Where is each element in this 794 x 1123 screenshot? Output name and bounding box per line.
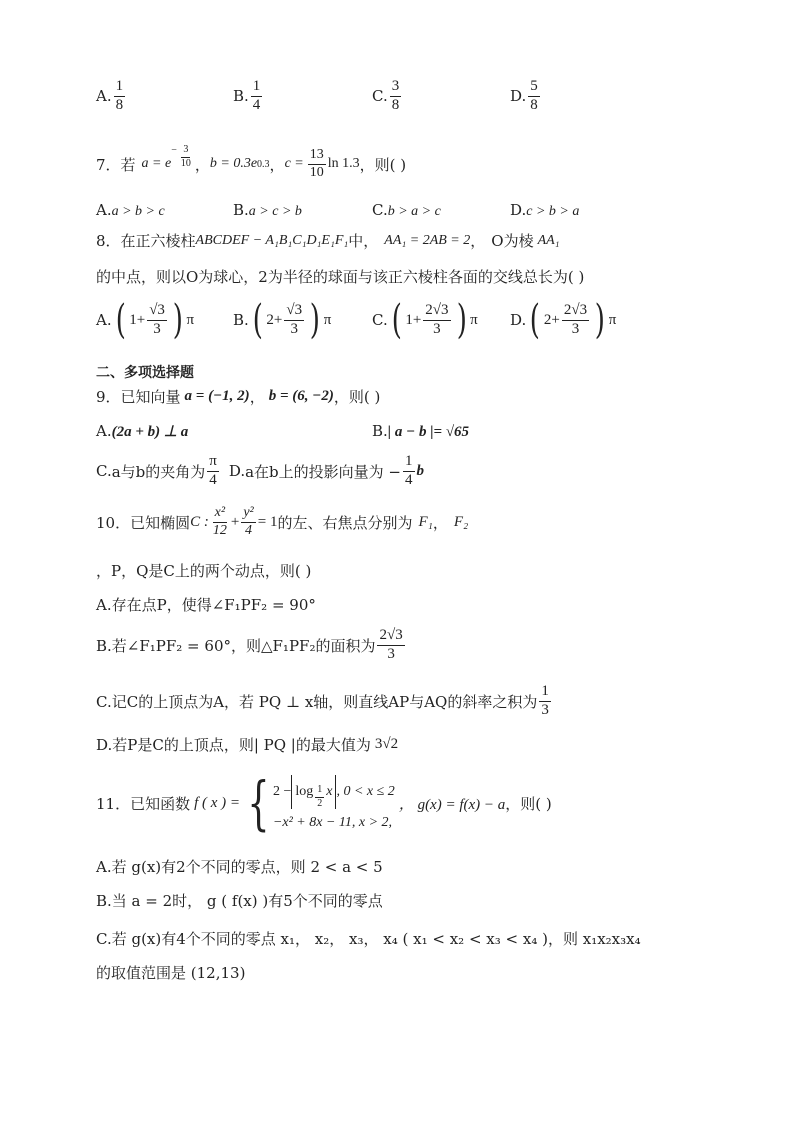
q9-option-d: D. a在b上的投影向量为 − $\frac{1}{4}$ b xyxy=(228,453,424,488)
q8-option-b: B. ( 2+ $\frac{√3}{3}$ ) π xyxy=(233,297,332,343)
q10-option-a: A.存在点P，使得∠F₁PF₂ = 90° xyxy=(96,596,316,614)
q6-option-a: A. $\frac{1}{8}$ xyxy=(96,77,124,113)
q11-option-c-line1: C.若 g(x)有4个不同的零点 x₁， x₂， x₃， x₄ ( x₁ < x₂ < x₃ < x₄ )，则 x₁x₂x₃x₄ xyxy=(96,930,641,948)
q7-option-c: C.b > a > c xyxy=(372,200,441,219)
q8-stem-line2: 的中点，则以O为球心，2为半径的球面与该正六棱柱各面的交线总长为( ) xyxy=(96,268,585,286)
q10-stem-line2: ，P，Q是C上的两个动点，则( ) xyxy=(96,562,312,580)
q10-option-c: C.记C的上顶点为A，若 PQ ⊥ x轴，则直线AP与AQ的斜率之积为 $\frac{1}{3}$ xyxy=(96,683,549,718)
q11-option-a: A.若 g(x)有2个不同的零点，则 2 < a < 5 xyxy=(96,858,383,876)
section-title: 二、多项选择题 xyxy=(96,365,194,381)
q6-option-d: D. $\frac{5}{8}$ xyxy=(510,77,538,113)
q8-option-d: D. ( 2+ $\frac{2√3}{3}$ ) π xyxy=(510,297,617,343)
q8-options xyxy=(96,296,696,344)
q6-option-b: B. $\frac{1}{4}$ xyxy=(233,77,261,113)
q7-stem: 7．若 a = e − $\frac{3}{10}$ ， b = 0.3e 0.3 ， c = $\frac{13}{10}$ ln 1.3 ，则( ) xyxy=(96,144,407,180)
q7-options xyxy=(96,200,696,220)
q11-piecewise: 2 − log $\frac{1}{2}$ x , 0 < x ≤ 2 −x² + 8x − 11, x > 2, xyxy=(273,775,395,831)
q9-stem: 9．已知向量 a = (−1, 2) ， b = (6, −2) ，则( ) xyxy=(96,388,381,406)
q10-option-b: B.若∠F₁PF₂ = 60°，则△F₁PF₂的面积为 $\frac{2√3}{3}$ xyxy=(96,627,403,662)
q6-option-c: C. $\frac{3}{8}$ xyxy=(372,77,400,113)
q8-stem-line1: 8．在正六棱柱 ABCDEF − A₁B₁C₁D₁E₁F₁ 中， AA₁ = 2AB = 2 ， O为棱 AA₁ xyxy=(96,232,560,250)
q11-stem: 11．已知函数 f ( x ) = { 2 − log $\frac{1}{2}$ x , 0 < x ≤ 2 −x² + 8x − 11, x > 2, ， g(x) = f(x) − a ，则( ) xyxy=(96,769,552,837)
q10-stem-line1: 10．已知椭圆 C : $\frac{\text{x²}}{12}$ + $\frac{\text{y²}}{4}$ = 1 的左、右焦点分别为 F₁ ， F₂ xyxy=(96,505,469,538)
q7-option-b: B.a > c > b xyxy=(233,200,302,219)
q11-option-c-line2: 的取值范围是 (12,13) xyxy=(96,964,246,982)
q10-option-d: D.若P是C的上顶点，则| PQ |的最大值为 3√2 xyxy=(96,736,399,754)
q7-option-d: D.c > b > a xyxy=(510,200,580,219)
q11-option-b: B.当 a = 2时， g ( f(x) )有5个不同的零点 xyxy=(96,892,383,910)
q9-options-ab xyxy=(96,420,696,442)
q7-option-a: A.a > b > c xyxy=(96,200,165,219)
q9-option-b: B.| a − b |= √65 xyxy=(372,421,470,440)
q9-options-cd xyxy=(96,454,424,489)
q8-option-a: A. ( 1+ $\frac{√3}{3}$ ) π xyxy=(96,297,195,343)
q9-option-c: C. a与b的夹角为 $\frac{\pi}{4}$ xyxy=(96,453,217,488)
q8-option-c: C. ( 1+ $\frac{2√3}{3}$ ) π xyxy=(372,297,478,343)
q9-option-a: A.(2a + b) ⊥ a xyxy=(96,421,189,440)
